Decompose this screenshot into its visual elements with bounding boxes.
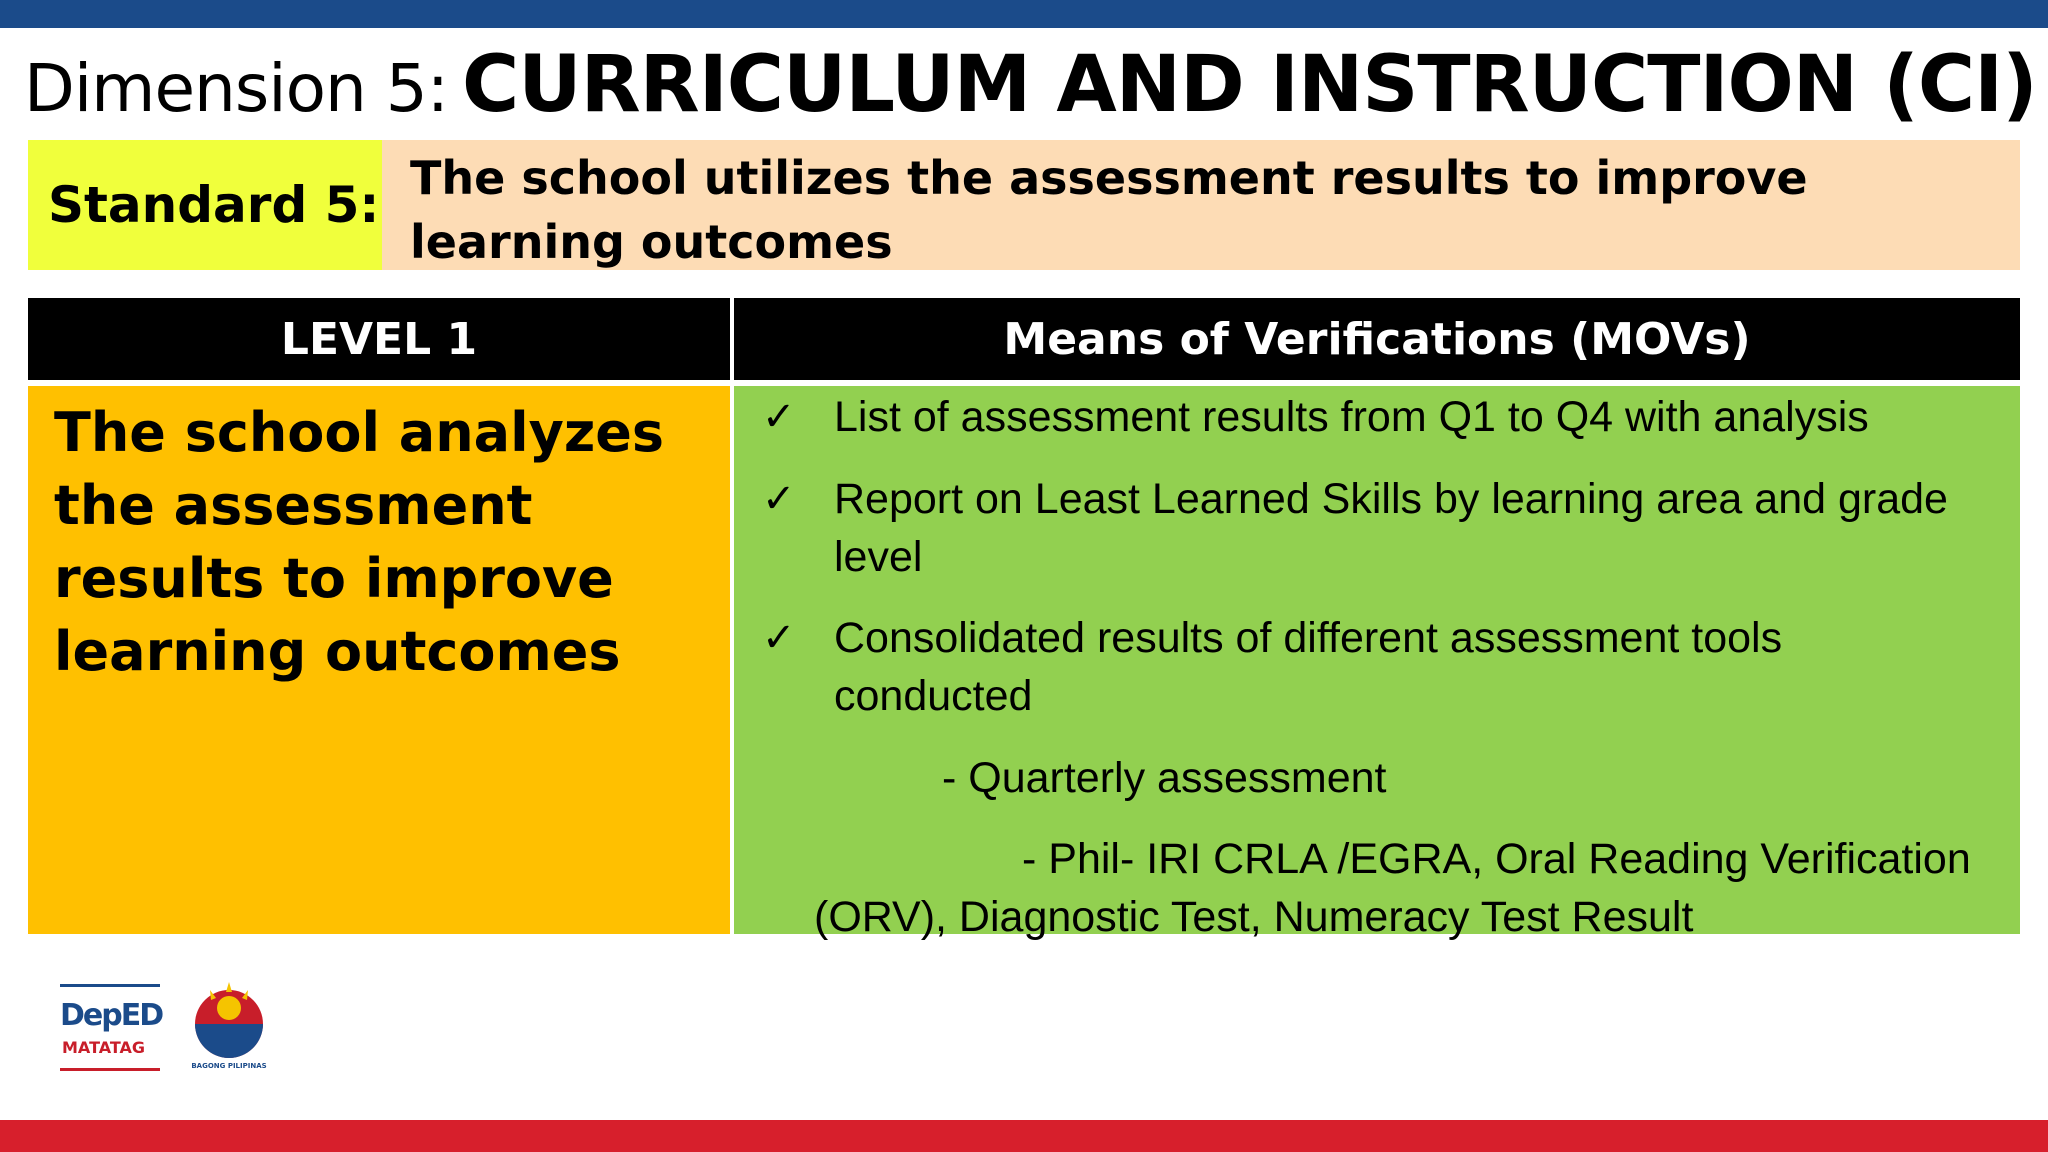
title-main: CURRICULUM AND INSTRUCTION (CI): [462, 40, 2037, 130]
level-description: The school analyzes the assessment results to improve learning outcomes: [28, 386, 730, 934]
standard-text: The school utilizes the assessment results to improve learning outcomes: [382, 140, 2020, 270]
top-accent-bar: [0, 0, 2048, 28]
deped-tagline: MATATAG: [62, 1038, 146, 1057]
check-icon: ✓: [762, 615, 796, 661]
header-level: LEVEL 1: [28, 298, 730, 380]
bagong-pilipinas-emblem-icon: [176, 978, 282, 1062]
mov-sub-item: - Quarterly assessment: [942, 754, 1387, 802]
header-movs: Means of Verifications (MOVs): [734, 298, 2020, 380]
mov-list: [734, 386, 2020, 941]
standard-label: Standard 5:: [28, 140, 382, 270]
mov-sub-item: - Phil- IRI CRLA /EGRA, Oral Reading Verification (ORV), Diagnostic Test, Numeracy Test Result: [814, 835, 1971, 941]
deped-brand: DepED: [60, 998, 163, 1033]
mov-text: Consolidated results of different assessment tools conducted: [834, 614, 1783, 720]
level-mov-table: [28, 298, 2020, 941]
bagong-pilipinas-logo: [176, 978, 282, 1078]
bottom-accent-bar: [0, 1120, 2048, 1152]
footer-logos: [58, 978, 298, 1078]
standard-banner: [28, 140, 2020, 270]
check-icon: ✓: [762, 394, 796, 440]
page-title: [24, 40, 2037, 130]
title-prefix: Dimension 5:: [24, 50, 449, 127]
bagong-pilipinas-caption: BAGONG PILIPINAS: [191, 1062, 267, 1070]
mov-text: List of assessment results from Q1 to Q4 with analysis: [834, 393, 1869, 441]
mov-text: Report on Least Learned Skills by learning area and grade level: [834, 475, 1948, 581]
deped-logo: [58, 978, 162, 1074]
check-icon: ✓: [762, 476, 796, 522]
